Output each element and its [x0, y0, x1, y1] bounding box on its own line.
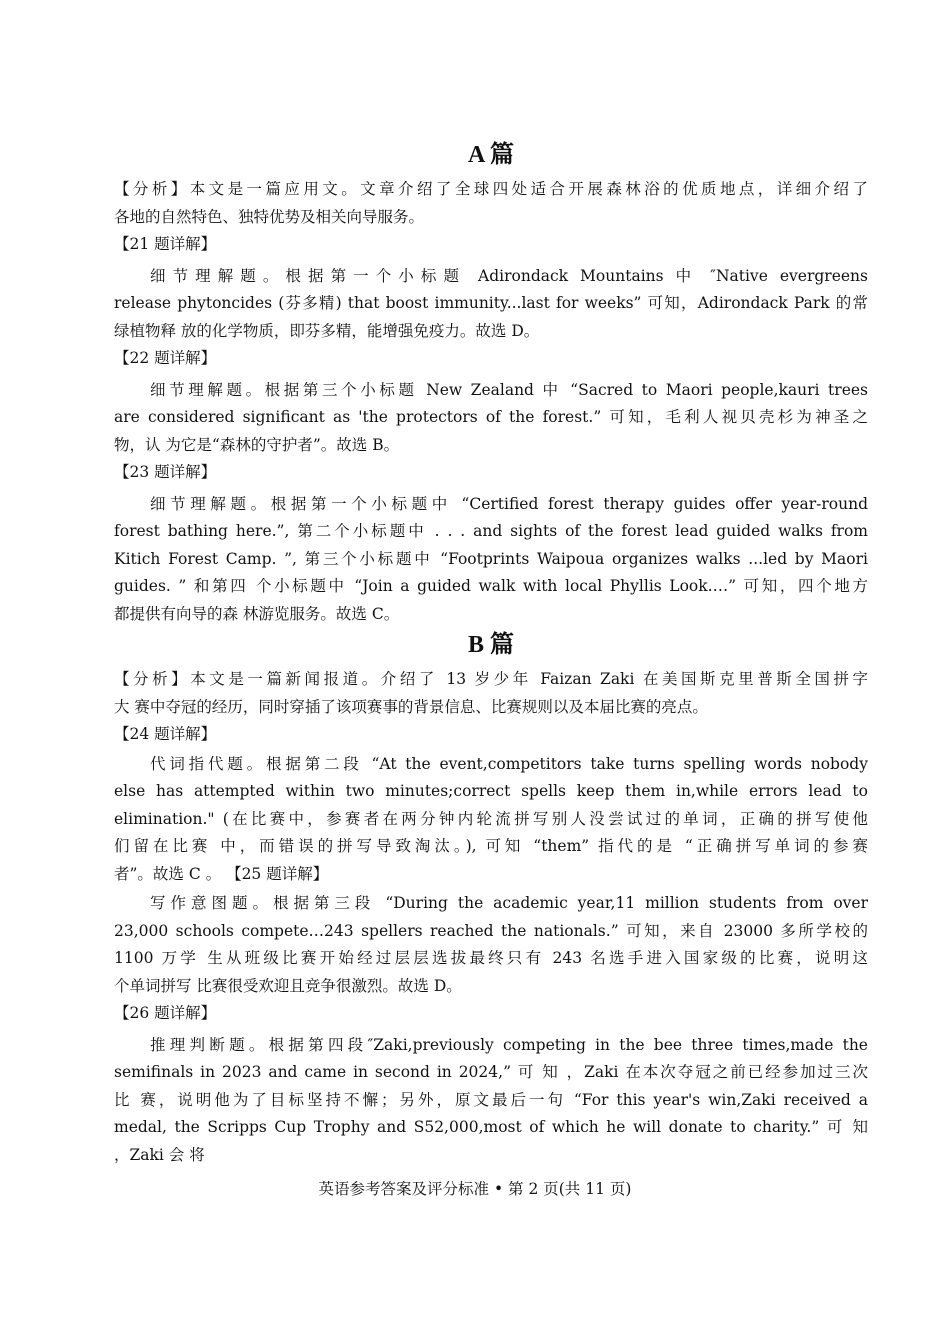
q24-line: 们留在比赛 中，而错误的拼写导致淘汰。), 可知 “them” 指代的是 “正确拼写单词的参赛 [114, 837, 868, 855]
q21-heading: 【21 题详解】 [114, 235, 217, 253]
q23-line: forest bathing here.”, 第二个小标题中 . . . and sights of the forest lead guided walks from [114, 522, 868, 540]
q26-line: medal, the Scripps Cup Trophy and S52,000,most of which he will donate to charity.” 可 知 [114, 1118, 868, 1136]
section-b-analysis-line: 大 赛中夺冠的经历，同时穿插了该项赛事的背景信息、比赛规则以及本届比赛的亮点。 [114, 697, 708, 716]
q21-line: 细节理解题。根据第一个小标题 Adirondack Mountains 中 ″Native evergreens [150, 266, 868, 285]
q23-heading: 【23 题详解】 [114, 463, 217, 481]
q25-line: 个单词拼写 比赛很受欢迎且竞争很激烈。故选 D。 [114, 976, 462, 995]
q23-line: Kitich Forest Camp. ”, 第三个小标题中 “Footprints Waipoua organizes walks ...led by Maori [114, 549, 868, 568]
q22-line: 细节理解题。根据第三个小标题 New Zealand 中 “Sacred to Maori people,kauri trees [150, 380, 868, 399]
section-a-analysis-line: 【分析】本文是一篇应用文。文章介绍了全球四处适合开展森林浴的优质地点，详细介绍了 [114, 180, 868, 198]
q24-line: 代词指代题。根据第二段 “At the event,competitors take turns spelling words nobody [150, 754, 868, 773]
q26-line: 推理判断题。根据第四段″Zaki,previously competing in the bee three times,made the [150, 1035, 868, 1054]
q26-line: ，Zaki 会 将 [114, 1145, 205, 1164]
q26-line: 比 赛，说明他为了目标坚持不懈；另外，原文最后一句 “For this year's win,Zaki received a [114, 1090, 868, 1109]
q24-line: 者”。故选 C 。 【25 题详解】 [114, 864, 329, 883]
page-footer: 英语参考答案及评分标准 • 第 2 页(共 11 页) [318, 1180, 632, 1198]
q22-line: 物，认 为它是“森林的守护者”。故选 B。 [114, 435, 400, 454]
q21-line: release phytoncides (芬多精) that boost immunity...last for weeks” 可知，Adirondack Park 的常 [114, 294, 868, 312]
q25-line: 1100 万学 生从班级比赛开始经过层层选拔最终只有 243 名选手进入国家级的比赛，说明这 [114, 949, 868, 967]
q26-line: semifinals in 2023 and came in second in 2024,” 可 知 ，Zaki 在本次夺冠之前已经参加过三次 [114, 1063, 868, 1081]
section-b-analysis-line: 【分析】本文是一篇新闻报道。介绍了 13 岁少年 Faizan Zaki 在美国斯克里普斯全国拼字 [114, 670, 868, 688]
q24-line: else has attempted within two minutes;correct spells keep them in,while errors lead to [114, 782, 868, 800]
q23-line: 细节理解题。根据第一个小标题中 “Certified forest therapy guides offer year-round [150, 494, 868, 513]
q23-line: 都提供有向导的森 林游览服务。故选 C。 [114, 604, 400, 623]
q23-line: guides. ” 和第四 个小标题中 “Join a guided walk with local Phyllis Look.…” 可知，四个地方 [114, 577, 868, 595]
q22-heading: 【22 题详解】 [114, 349, 217, 367]
section-a-analysis-line: 各地的自然特色、独特优势及相关向导服务。 [114, 207, 425, 226]
q22-line: are considered significant as 'the protectors of the forest.” 可知，毛利人视贝壳杉为神圣之 [114, 408, 868, 426]
q25-line: 23,000 schools compete…243 spellers reached the nationals.” 可知，来自 23000 多所学校的 [114, 921, 868, 940]
section-b-title: B 篇 [467, 632, 514, 658]
q26-heading: 【26 题详解】 [114, 1004, 217, 1022]
q24-line: elimination." (在比赛中，参赛者在两分钟内轮流拼写别人没尝试过的单词，正确的拼写使他 [114, 809, 868, 828]
q25-line: 写作意图题。根据第三段 “During the academic year,11 million students from over [150, 894, 868, 912]
document-page [114, 138, 868, 1169]
q24-heading: 【24 题详解】 [114, 725, 217, 743]
section-a-title: A 篇 [467, 142, 514, 168]
q21-line: 绿植物释 放的化学物质，即芬多精，能增强免疫力。故选 D。 [114, 321, 540, 340]
